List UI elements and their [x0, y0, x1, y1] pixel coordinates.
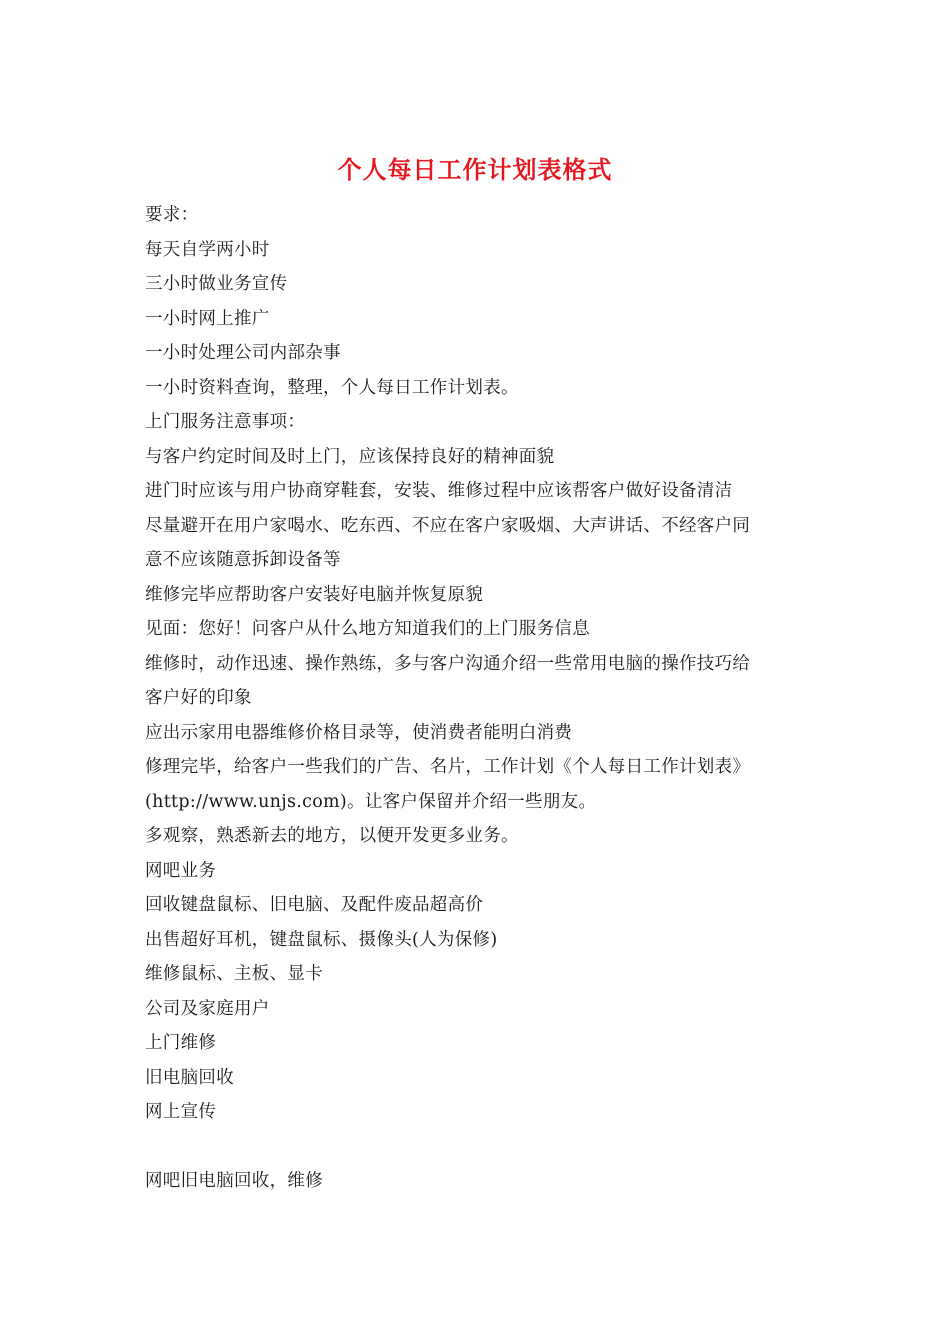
text-line: 与客户约定时间及时上门，应该保持良好的精神面貌 — [145, 446, 555, 467]
document-title: 个人每日工作计划表格式 — [337, 155, 613, 184]
text-line: 网吧旧电脑回收，维修 — [145, 1171, 323, 1191]
text-line: 要求： — [145, 205, 199, 225]
text-line: 进门时应该与用户协商穿鞋套，安装、维修过程中应该帮客户做好设备清洁 — [145, 481, 733, 501]
text-line: 一小时处理公司内部杂事 — [145, 343, 341, 363]
text-line: 维修时，动作迅速、操作熟练，多与客户沟通介绍一些常用电脑的操作技巧给 — [145, 653, 751, 674]
text-line: 旧电脑回收 — [145, 1067, 234, 1088]
text-line: 客户好的印象 — [145, 688, 252, 708]
text-line: 见面：您好！问客户从什么地方知道我们的上门服务信息 — [145, 619, 590, 639]
blank-line — [145, 1130, 805, 1165]
text-line: 应出示家用电器维修价格目录等，使消费者能明白消费 — [145, 722, 573, 743]
text-line: 维修完毕应帮助客户安装好电脑并恢复原貌 — [145, 584, 484, 605]
text-line: 出售超好耳机，键盘鼠标、摄像头(人为保修) — [145, 929, 498, 950]
text-line: 多观察，熟悉新去的地方，以便开发更多业务。 — [145, 826, 519, 846]
text-line: 修理完毕，给客户一些我们的广告、名片，工作计划《个人每日工作计划表》 — [145, 757, 751, 777]
text-line: 一小时资料查询，整理，个人每日工作计划表。 — [145, 377, 519, 398]
text-line: (http://www.unjs.com)。让客户保留并介绍一些朋友。 — [145, 791, 597, 812]
text-line: 公司及家庭用户 — [145, 998, 270, 1019]
text-line: 上门维修 — [145, 1033, 217, 1053]
text-line: 维修鼠标、主板、显卡 — [145, 964, 323, 984]
text-line: 网上宣传 — [145, 1102, 217, 1122]
text-line: 三小时做业务宣传 — [145, 274, 288, 294]
text-line: 每天自学两小时 — [145, 239, 270, 260]
document-body — [145, 198, 805, 1199]
text-line: 意不应该随意拆卸设备等 — [145, 550, 341, 570]
text-line: 回收键盘鼠标、旧电脑、及配件废品超高价 — [145, 895, 484, 915]
text-line: 尽量避开在用户家喝水、吃东西、不应在客户家吸烟、大声讲话、不经客户同 — [145, 515, 751, 536]
text-line: 一小时网上推广 — [145, 308, 270, 329]
text-line: 上门服务注意事项： — [145, 412, 306, 432]
text-line: 网吧业务 — [145, 860, 217, 881]
